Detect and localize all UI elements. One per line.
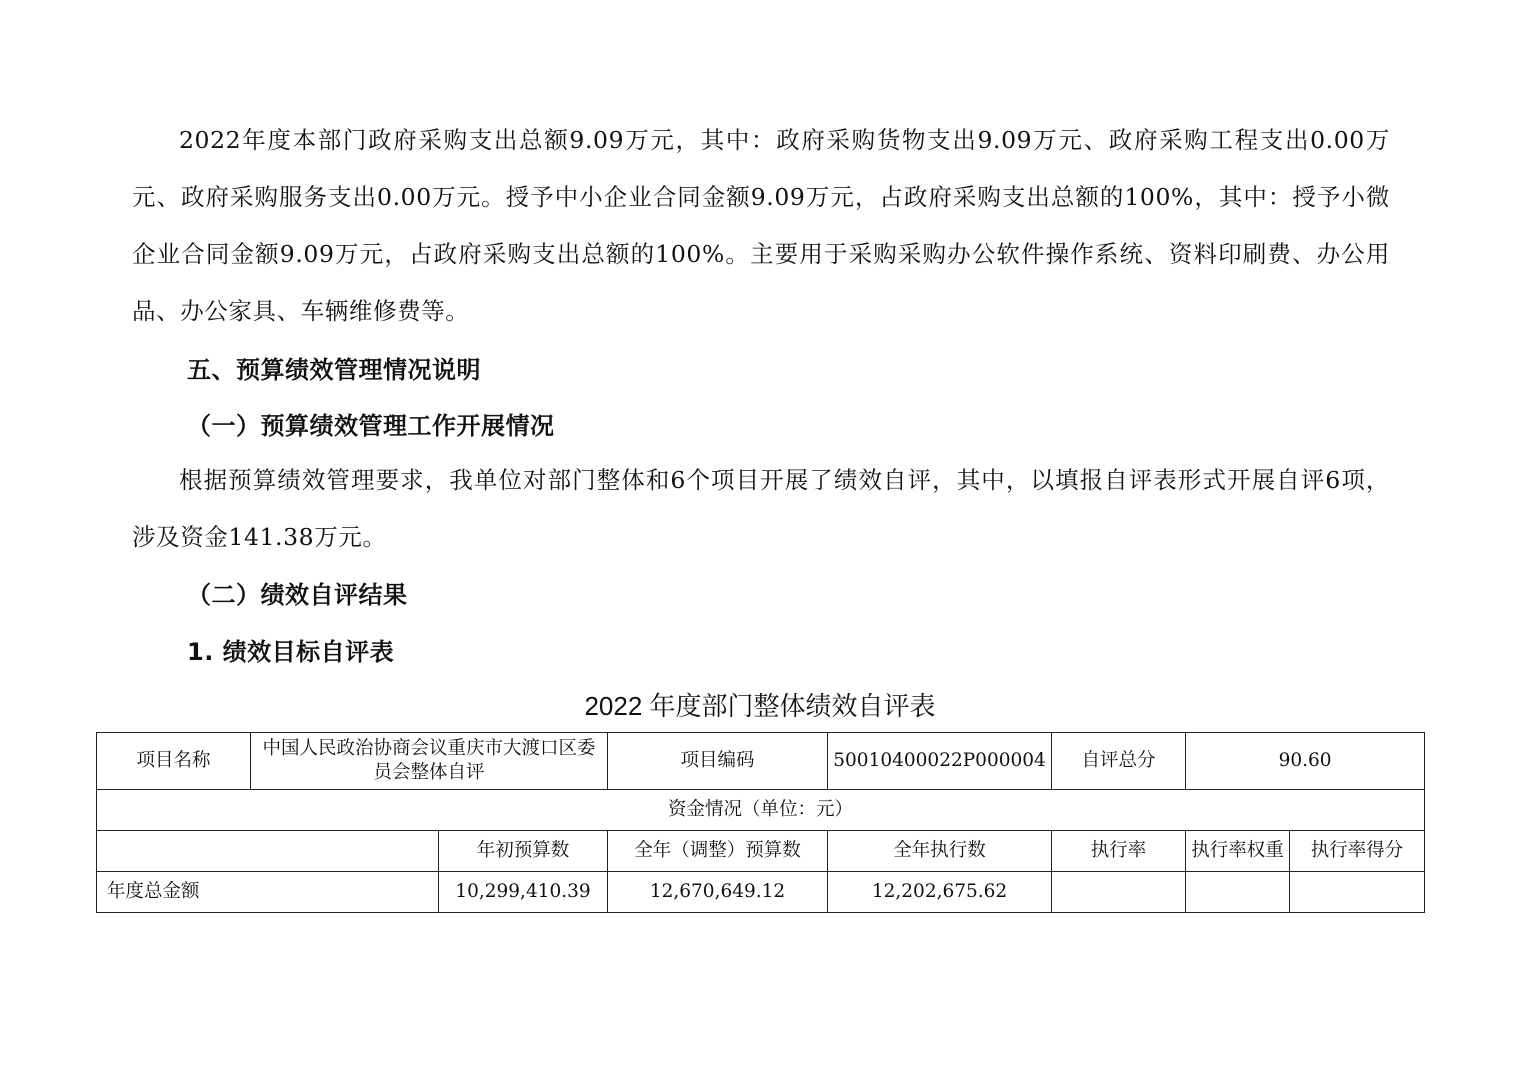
col-header: 执行率	[1052, 831, 1186, 872]
self-evaluation-table	[96, 732, 1425, 913]
table-cell	[1052, 872, 1186, 913]
procurement-paragraph: 2022年度本部门政府采购支出总额9.09万元，其中：政府采购货物支出9.09万元、政府采购工程支出0.00万元、政府采购服务支出0.00万元。授予中小企业合同金额9.09万元，占政府采购支出总额的100%，其中：授予小微企业合同金额9.09万元，占政府采购支出总额的100%。主要用于采购采购办公软件操作系统、资料印刷费、办公用品、办公家具、车辆维修费等。	[132, 126, 1390, 325]
self-score-value: 90.60	[1186, 733, 1425, 790]
col-header: 全年执行数	[828, 831, 1052, 872]
performance-paragraph: 根据预算绩效管理要求，我单位对部门整体和6个项目开展了绩效自评，其中，以填报自评表形式开展自评6项，涉及资金141.38万元。	[132, 466, 1390, 551]
table-cell	[1186, 872, 1290, 913]
project-code-label: 项目编码	[608, 733, 828, 790]
col-header: 执行率权重	[1186, 831, 1290, 872]
project-name-label: 项目名称	[97, 733, 251, 790]
funds-header: 资金情况（单位：元）	[97, 790, 1425, 831]
table-cell: 10,299,410.39	[439, 872, 608, 913]
col-header: 执行率得分	[1290, 831, 1425, 872]
subsection-2-heading: （二）绩效自评结果	[187, 581, 408, 609]
table-row	[97, 790, 1425, 831]
table-cell: 12,670,649.12	[608, 872, 828, 913]
col-header: 年初预算数	[439, 831, 608, 872]
self-score-label: 自评总分	[1052, 733, 1186, 790]
project-code-value: 50010400022P000004	[828, 733, 1052, 790]
table-row	[97, 733, 1425, 790]
subsection-1-heading: （一）预算绩效管理工作开展情况	[187, 412, 555, 440]
section-5-heading: 五、预算绩效管理情况说明	[187, 356, 481, 384]
project-name-value: 中国人民政治协商会议重庆市大渡口区委员会整体自评	[251, 733, 608, 790]
row-label: 年度总金额	[97, 872, 439, 913]
table-row	[97, 872, 1425, 913]
subsection-2-1-heading: 1. 绩效目标自评表	[187, 638, 395, 666]
col-header: 全年（调整）预算数	[608, 831, 828, 872]
table-title: 2022 年度部门整体绩效自评表	[584, 691, 936, 721]
table-row	[97, 831, 1425, 872]
table-cell: 12,202,675.62	[828, 872, 1052, 913]
empty-cell	[97, 831, 439, 872]
table-cell	[1290, 872, 1425, 913]
